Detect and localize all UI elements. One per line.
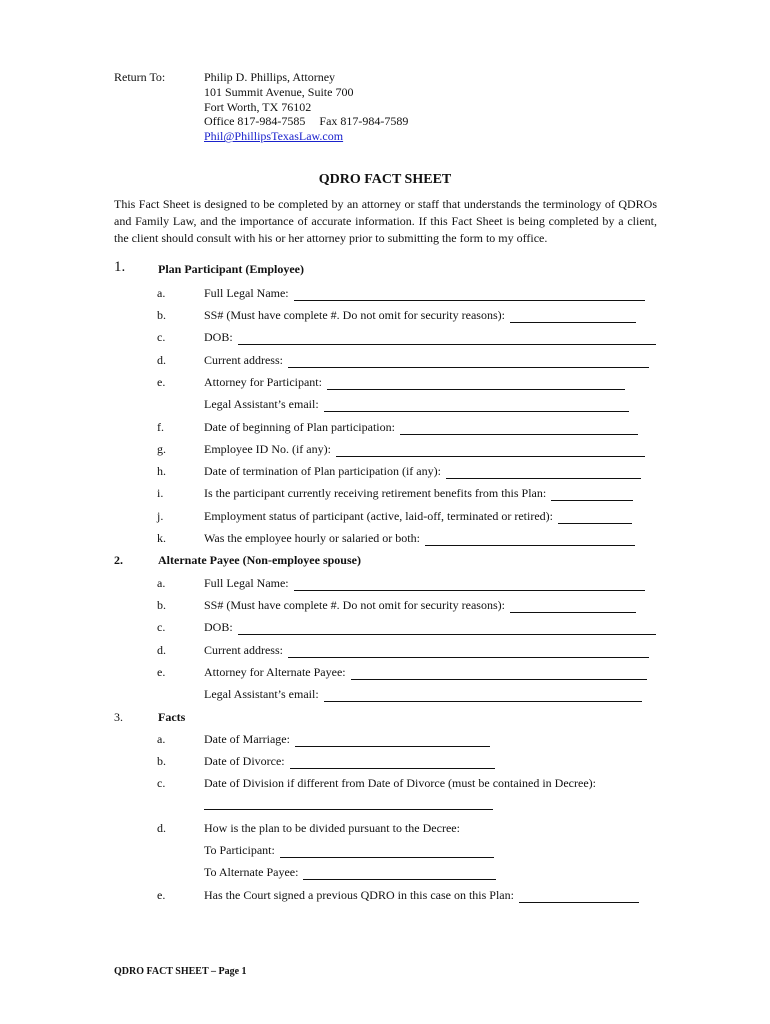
field-label: DOB: — [204, 330, 233, 344]
item-letter: b. — [157, 598, 166, 612]
fax-number: Fax 817-984-7589 — [319, 114, 409, 129]
s3-previous-qdro-row — [0, 888, 770, 904]
street-address: 101 Summit Avenue, Suite 700 — [204, 84, 354, 99]
field-label: Attorney for Participant: — [204, 375, 322, 389]
field-label: Date of beginning of Plan participation: — [204, 420, 395, 434]
fill-line[interactable] — [558, 511, 632, 524]
item-letter: c. — [157, 330, 166, 344]
fill-line[interactable] — [204, 797, 493, 810]
item-letter: d. — [157, 821, 166, 835]
item-letter: d. — [157, 643, 166, 657]
office-phone: Office 817-984-7585 — [204, 114, 306, 129]
item-letter: f. — [157, 420, 164, 434]
s3-to-alternate-payee-row — [0, 865, 770, 881]
field-label: SS# (Must have complete #. Do not omit for security reasons): — [204, 308, 505, 322]
item-letter: a. — [157, 286, 166, 300]
s1-address-row — [0, 353, 770, 369]
item-letter: e. — [157, 665, 166, 679]
fill-line[interactable] — [288, 645, 649, 658]
s2-legal-assistant-row — [0, 687, 770, 703]
fill-line[interactable] — [510, 310, 636, 323]
s1-employment-status-row — [0, 509, 770, 525]
s3-marriage-date-row — [0, 732, 770, 748]
item-letter: e. — [157, 888, 166, 902]
return-to-label: Return To: — [114, 70, 166, 84]
fill-line[interactable] — [446, 466, 641, 479]
fill-line[interactable] — [303, 867, 496, 880]
page-footer: QDRO FACT SHEET – Page 1 — [114, 966, 247, 977]
fill-line[interactable] — [519, 890, 639, 903]
attorney-name: Philip D. Phillips, Attorney — [204, 70, 336, 84]
field-label: SS# (Must have complete #. Do not omit for security reasons): — [204, 598, 505, 612]
section-number: 2. — [114, 553, 123, 567]
field-label: Current address: — [204, 643, 283, 657]
s1-legal-assistant-row — [0, 397, 770, 413]
item-letter: j. — [157, 509, 164, 523]
item-letter: e. — [157, 375, 166, 389]
fill-line[interactable] — [510, 600, 636, 613]
s2-full-legal-name-row — [0, 576, 770, 592]
s1-termination-row — [0, 464, 770, 480]
phone-line — [204, 114, 408, 129]
field-label: Attorney for Alternate Payee: — [204, 665, 346, 679]
s1-hourly-salaried-row — [0, 531, 770, 547]
field-label: Current address: — [204, 353, 283, 367]
intro-paragraph: This Fact Sheet is designed to be completed by an attorney or staff that understands the terminology of QDROs and Family Law, and the importance of accurate information. If this Fact Sheet is being completed by a client, the client should consult with his or her attorney prior to submitting the form to my office. — [114, 197, 657, 245]
item-letter: b. — [157, 754, 166, 768]
section-number: 1. — [114, 259, 126, 275]
item-letter: d. — [157, 353, 166, 367]
s1-receiving-benefits-row — [0, 486, 770, 502]
field-label: Legal Assistant’s email: — [204, 397, 319, 411]
fill-line[interactable] — [295, 734, 490, 747]
s3-division-date-line-row — [0, 797, 770, 813]
item-letter: i. — [157, 486, 164, 500]
item-letter: g. — [157, 442, 166, 456]
fill-line[interactable] — [238, 332, 656, 345]
field-label: Date of Divorce: — [204, 754, 285, 768]
field-label: Date of Division if different from Date of Divorce (must be contained in Decree): — [204, 776, 596, 790]
field-label: DOB: — [204, 620, 233, 634]
s1-plan-begin-row — [0, 420, 770, 436]
s1-dob-row — [0, 330, 770, 346]
item-letter: c. — [157, 620, 166, 634]
s3-division-date-row — [0, 776, 770, 792]
fill-line[interactable] — [280, 845, 494, 858]
fill-line[interactable] — [290, 756, 495, 769]
field-label: Date of Marriage: — [204, 732, 290, 746]
s1-full-legal-name-row — [0, 286, 770, 302]
item-letter: k. — [157, 531, 166, 545]
item-letter: b. — [157, 308, 166, 322]
fill-line[interactable] — [425, 533, 635, 546]
s3-divorce-date-row — [0, 754, 770, 770]
field-label: Employee ID No. (if any): — [204, 442, 331, 456]
fill-line[interactable] — [551, 488, 633, 501]
fill-line[interactable] — [324, 399, 629, 412]
section-heading: Plan Participant (Employee) — [158, 262, 304, 276]
fill-line[interactable] — [400, 422, 638, 435]
city-state-zip: Fort Worth, TX 76102 — [204, 99, 312, 114]
fill-line[interactable] — [324, 689, 642, 702]
section-heading: Facts — [158, 710, 186, 724]
s3-plan-division-row — [0, 821, 770, 837]
field-label: Was the employee hourly or salaried or both: — [204, 531, 420, 545]
s1-ssn-row — [0, 308, 770, 324]
fill-line[interactable] — [238, 622, 656, 635]
item-letter: a. — [157, 732, 166, 746]
document-title: QDRO FACT SHEET — [318, 172, 452, 187]
item-letter: c. — [157, 776, 166, 790]
field-label: Is the participant currently receiving retirement benefits from this Plan: — [204, 486, 547, 500]
s2-ssn-row — [0, 598, 770, 614]
s2-address-row — [0, 643, 770, 659]
section-heading: Alternate Payee (Non-employee spouse) — [158, 553, 361, 567]
section-number: 3. — [114, 710, 123, 724]
item-letter: a. — [157, 576, 166, 590]
item-letter: h. — [157, 464, 166, 478]
email-link[interactable]: Phil@PhillipsTexasLaw.com — [204, 129, 344, 144]
s3-to-participant-row — [0, 843, 770, 859]
field-label: Legal Assistant’s email: — [204, 687, 319, 701]
fill-line[interactable] — [294, 288, 645, 301]
field-label: Has the Court signed a previous QDRO in this case on this Plan: — [204, 888, 514, 902]
field-label: Full Legal Name: — [204, 286, 289, 300]
fill-line[interactable] — [327, 377, 625, 390]
fill-line[interactable] — [294, 578, 645, 591]
field-label: How is the plan to be divided pursuant to the Decree: — [204, 821, 460, 835]
fill-line[interactable] — [288, 355, 649, 368]
fill-line[interactable] — [351, 667, 647, 680]
s1-attorney-row — [0, 375, 770, 391]
field-label: Employment status of participant (active, laid-off, terminated or retired): — [204, 509, 553, 523]
field-label: Date of termination of Plan participation (if any): — [204, 464, 441, 478]
field-label: To Alternate Payee: — [204, 865, 299, 879]
field-label: To Participant: — [204, 843, 275, 857]
s2-dob-row — [0, 620, 770, 636]
field-label: Full Legal Name: — [204, 576, 289, 590]
s1-employee-id-row — [0, 442, 770, 458]
fill-line[interactable] — [336, 444, 645, 457]
s2-attorney-row — [0, 665, 770, 681]
attorney-address — [204, 70, 408, 144]
